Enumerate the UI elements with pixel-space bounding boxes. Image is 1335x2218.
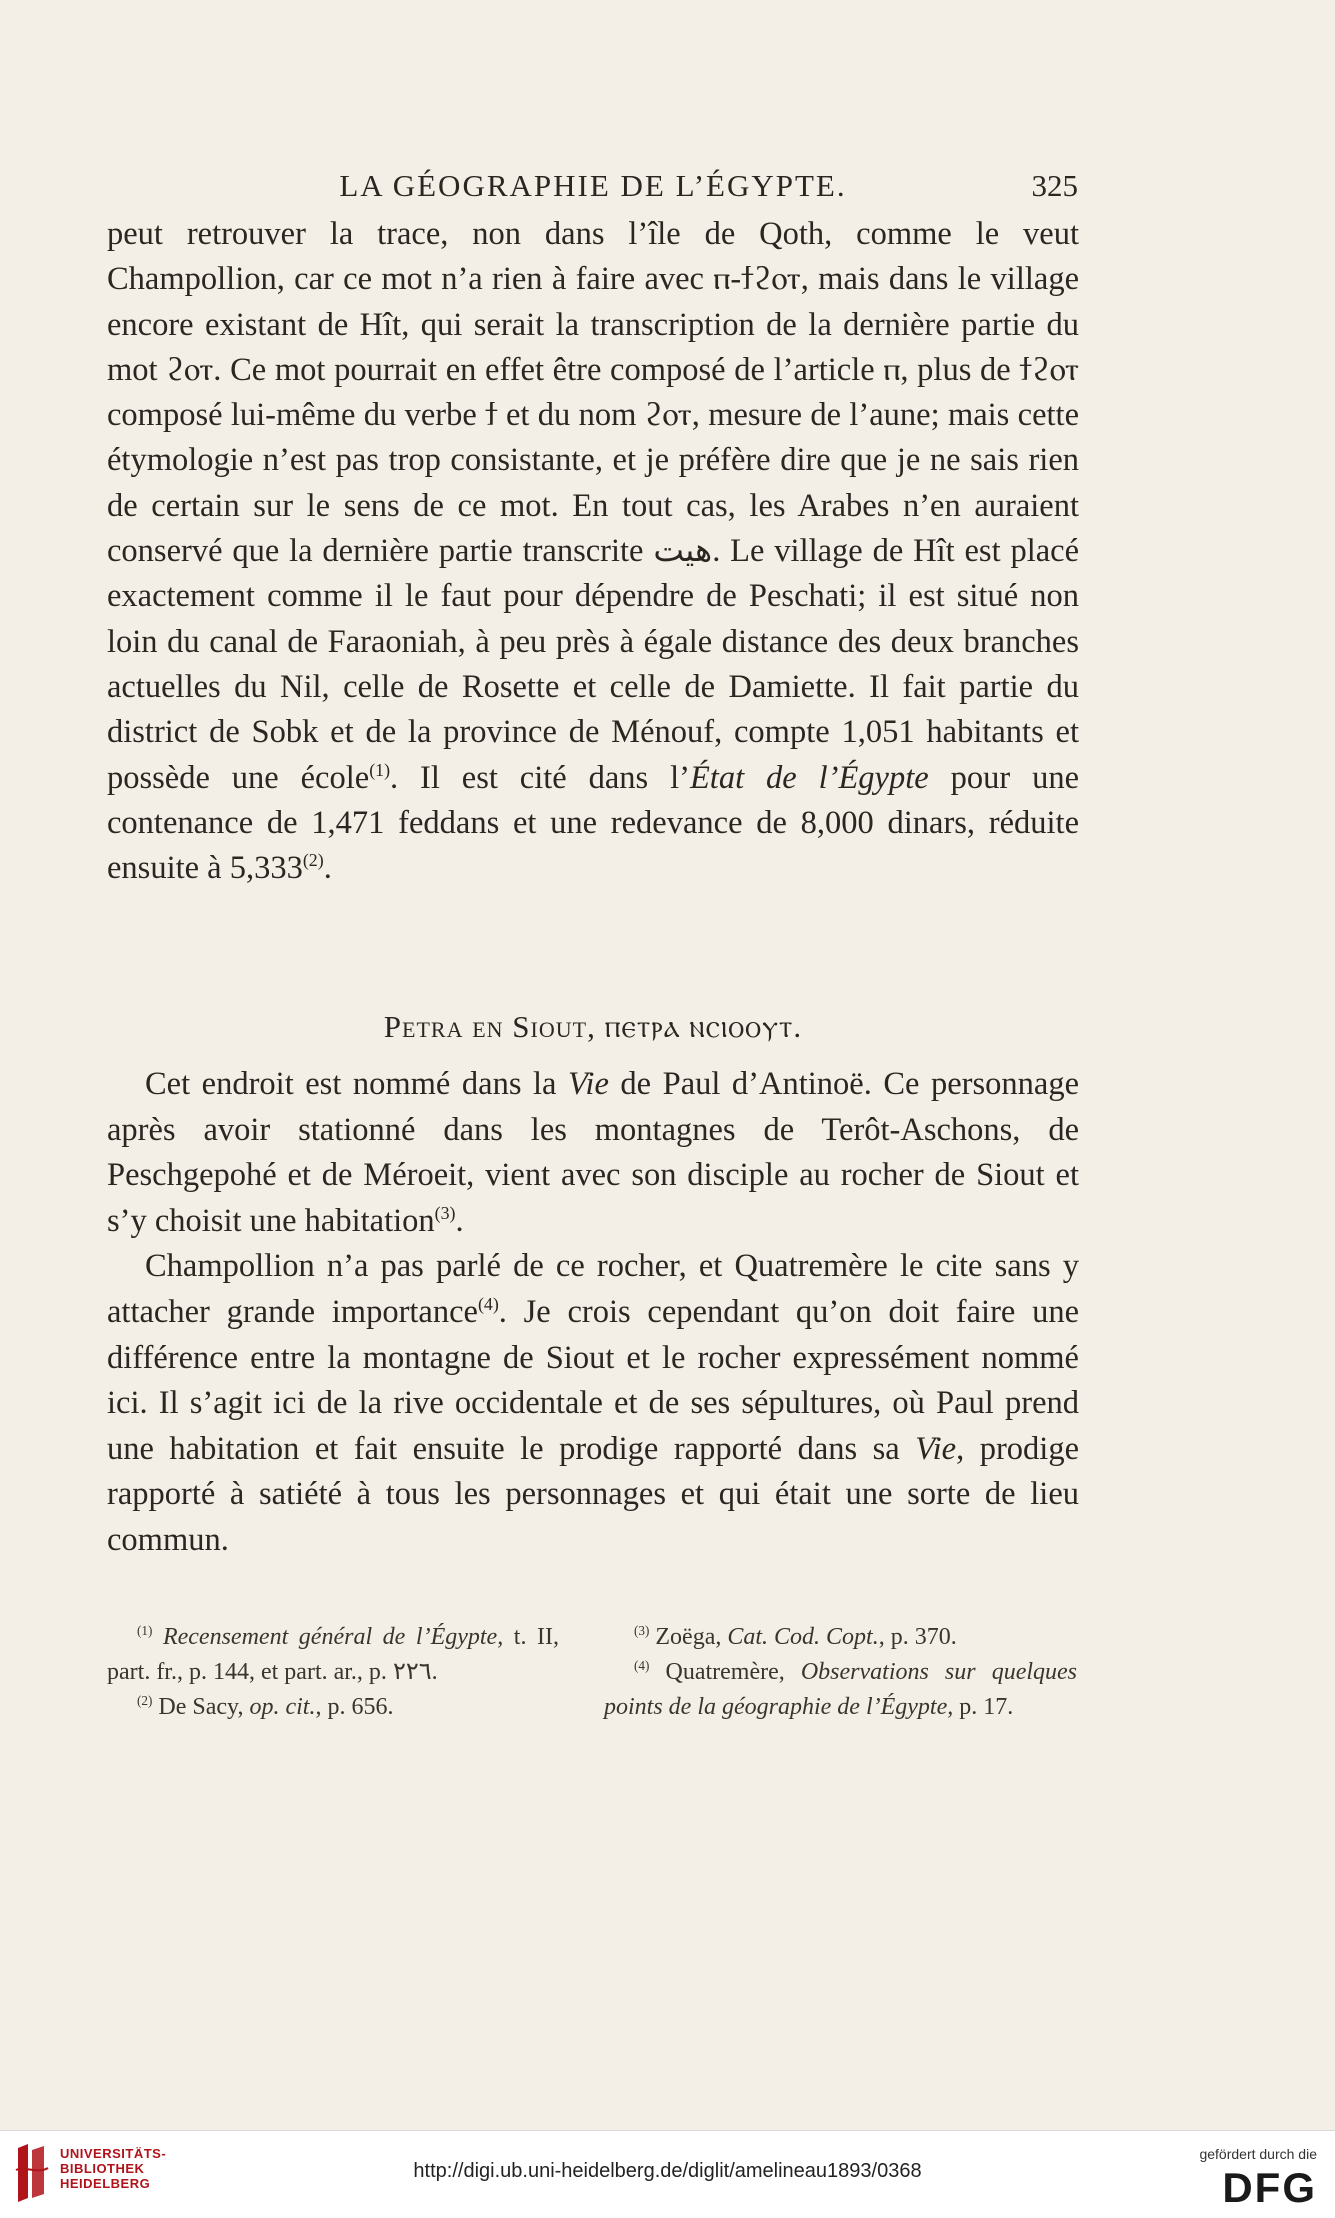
footnote-mark: (4): [634, 1658, 650, 1673]
italic-title: État de l’Égypte: [689, 759, 929, 796]
footnote-text: , p. 656.: [315, 1694, 394, 1720]
running-head: [108, 166, 1078, 206]
footnote-text: , p. 370.: [878, 1624, 957, 1650]
footnote-text: Quatremère,: [649, 1659, 801, 1685]
running-title: LA GÉOGRAPHIE DE L’ÉGYPTE.: [339, 168, 847, 203]
paragraph-text: . Je crois cependant qu’on doit faire une différence entre la montagne de Siout et le rocher expressément nommé ici. Il s’agit ici de la rive occidentale et de ses sépultures, où Paul prend une habitation et fait ensuite le prodige rapporté dans sa: [107, 1293, 1079, 1467]
footnote-ref-2[interactable]: (2): [302, 850, 324, 871]
paragraph-text: Champollion n’a pas parlé de ce rocher, et Quatremère le cite sans y attacher grande importance: [107, 1248, 1079, 1330]
paragraph-text: .: [455, 1202, 464, 1239]
footnote-1: [107, 1620, 559, 1690]
body-text-section: [107, 1062, 1079, 1564]
paragraph-text: . Il est cité dans l’: [390, 759, 690, 796]
paragraph-text: de Paul d’Antinoë. Ce personnage après avoir stationné dans les montagnes de Terôt-Aschons, de Peschgepohé et de Méroeit, vient avec son disciple au rocher de Siout et s’y choisit une habitation: [107, 1066, 1079, 1239]
footnote-mark: (1): [137, 1623, 153, 1638]
funding-label: gefördert durch die: [1199, 2146, 1317, 2162]
footnotes-left: [107, 1620, 559, 1725]
footnote-text: t. II, part. fr., p. 144, et part. ar., p. ٢٢٦.: [107, 1624, 559, 1685]
italic-word: Vie: [915, 1430, 957, 1467]
source-url-link[interactable]: http://digi.ub.uni-heidelberg.de/diglit/amelineau1893/0368: [413, 2160, 922, 2182]
footnote-ref-4[interactable]: (4): [477, 1294, 499, 1315]
footnote-italic: Recensement général de l’Égypte,: [162, 1624, 504, 1650]
footnote-ref-1[interactable]: (1): [369, 759, 391, 780]
footnotes-right: [604, 1620, 1077, 1725]
paragraph: [107, 1244, 1079, 1563]
page-number: 325: [1031, 168, 1078, 203]
footnote-3: [604, 1620, 1077, 1655]
footnote-italic: op. cit.: [249, 1694, 316, 1720]
footnote-italic: Cat. Cod. Copt.: [727, 1624, 879, 1650]
library-name-line: BIBLIOTHEK: [60, 2161, 145, 2176]
footnote-mark: (2): [137, 1693, 153, 1708]
dfg-logo[interactable]: DFG: [1222, 2164, 1317, 2211]
paragraph-text: Cet endroit est nommé dans la: [145, 1066, 568, 1102]
italic-word: Vie: [567, 1066, 609, 1102]
footnote-text: p. 17.: [953, 1694, 1014, 1720]
paragraph: [107, 1062, 1079, 1244]
footnote-mark: (3): [634, 1623, 650, 1638]
paragraph-text: pour une contenance de 1,471 feddans et une redevance de 8,000 dinars, réduite ensuite à 5,333: [107, 759, 1079, 887]
footnote-italic: Observations sur quelques points de la géographie de l’Égypte,: [604, 1659, 1078, 1720]
paragraph-text: peut retrouver la trace, non dans l’île de Qoth, comme le veut Champollion, car ce mot n’a rien à faire avec ⲡ-ϯϩⲟⲧ, mais dans le village encore existant de Hît, qui serait la transcription de la dernière partie du mot ϩⲟⲧ. Ce mot pourrait en effet être composé de l’article ⲡ, plus de ϯϩⲟⲧ composé lui-même du verbe ϯ et du nom ϩⲟⲧ, mesure de l’aune; mais cette étymologie n’est pas trop consistante, et je préfère dire que je ne sais rien de certain sur le sens de ce mot. En tout cas, les Arabes n’en auraient conservé que la dernière partie transcrite هيت. Le village de Hît est placé exactement comme il le faut pour dépendre de Peschati; il est situé non loin du canal de Faraoniah, à peu près à égale distance des deux branches actuelles du Nil, celle de Rosette et celle de Damiette. Il fait partie du district de Sobk et de la province de Ménouf, compte 1,051 habitants et possède une école: [107, 216, 1079, 796]
library-name-line: UNIVERSITÄTS-: [60, 2146, 167, 2161]
body-text: [107, 212, 1079, 891]
footnote-4: [604, 1655, 1077, 1725]
footnote-text: De Sacy,: [152, 1694, 250, 1720]
footnote-text: Zoëga,: [649, 1624, 728, 1650]
footnote-2: [107, 1690, 559, 1725]
paragraph-text: , prodige rapporté à satiété à tous les personnages et qui était une sorte de lieu commun.: [107, 1430, 1079, 1558]
paragraph-text: .: [323, 850, 332, 887]
section-heading: Petra en Siout, ⲡⲉⲧⲣⲁ ⲛⲥⲓⲟⲟⲩⲧ.: [383, 1009, 803, 1044]
paragraph-continued: [107, 212, 1079, 891]
library-name-line: HEIDELBERG: [60, 2176, 151, 2191]
footnote-ref-3[interactable]: (3): [434, 1202, 456, 1223]
